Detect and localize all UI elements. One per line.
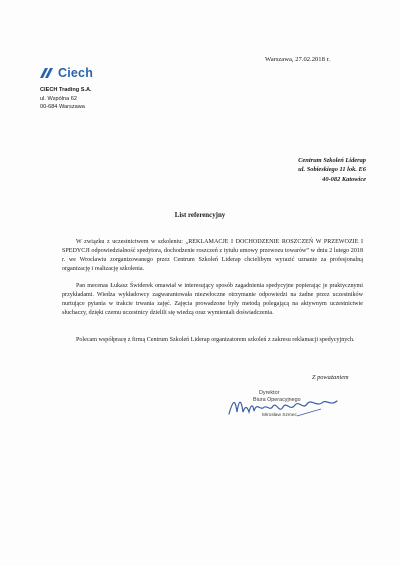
- letter-paragraph-1: [62, 238, 363, 274]
- sender-address: [40, 86, 92, 112]
- sender-city: 00-684 Warszawa: [40, 104, 85, 111]
- recipient-address: [206, 156, 366, 184]
- paragraph-text: Pan mecenas Łukasz Świderek omawiał w interesujący sposób zagadnienia spedycyjne popierając je praktycznymi przykładami. Wiedza wykładowcy zagwarantowała niezwłoczne otrzymanie odpowiedzi na żadne przez uczestników nurtujące pytania w trakcie trwania zajęć. Zajęcia prowadzone były metodą polegającą na aktywnym uczestnictwie słuchaczy, dzięki czemu uczestnicy dzielili się wiedzą oraz wymieniali doświadczenia.: [62, 283, 363, 317]
- letter-closing: Z poważaniem: [312, 374, 349, 381]
- ciech-logo-icon: [40, 68, 56, 78]
- signature-block: [225, 386, 375, 426]
- signature-name: Mirosław Szmec: [262, 413, 297, 418]
- sender-street: ul. Wspólna 62: [40, 95, 78, 102]
- recipient-street: ul. Sobieskiego 11 lok. E6: [298, 166, 366, 174]
- letter-paragraph-2: [62, 282, 363, 318]
- recipient-city: 40-082 Katowice: [322, 175, 366, 183]
- sender-company: CIECH Trading S.A.: [40, 87, 92, 93]
- logo-wordmark: Ciech: [58, 66, 94, 80]
- signature-stamp-role-line2: Biura Operacyjnego: [253, 397, 301, 403]
- letter-title: List referencyjny: [174, 212, 226, 219]
- company-logo: [40, 66, 93, 80]
- recipient-name: Centrum Szkoleń Liderap: [298, 157, 366, 164]
- letter-date: Warszawa, 27.02.2018 r.: [265, 56, 331, 63]
- letter-paragraph-3: [62, 336, 363, 345]
- signature-stamp-role-line1: Dyrektor: [259, 390, 280, 396]
- paragraph-text: Polecam współpracę z firmą Centrum Szkoleń Liderap organizatorem szkoleń z zakresu reklamacji spedycyjnych.: [76, 337, 355, 343]
- paragraph-text: W związku z uczestnictwem w szkoleniu: „REKLAMACJE I DOCHODZENIE ROSZCZEŃ W PRZEWOZIE I SPEDYCJI odpowiedzialność spedytora, dochodzenie roszczeń z tytułu umowy przewozu towarów” w dniu 2 lutego 2018 r. we Wrocławiu zorganizowanego przez Centrum Szkoleń Liderap chcielibym wyrazić uznanie za profesjonalną organizację i realizację szkolenia.: [62, 239, 363, 273]
